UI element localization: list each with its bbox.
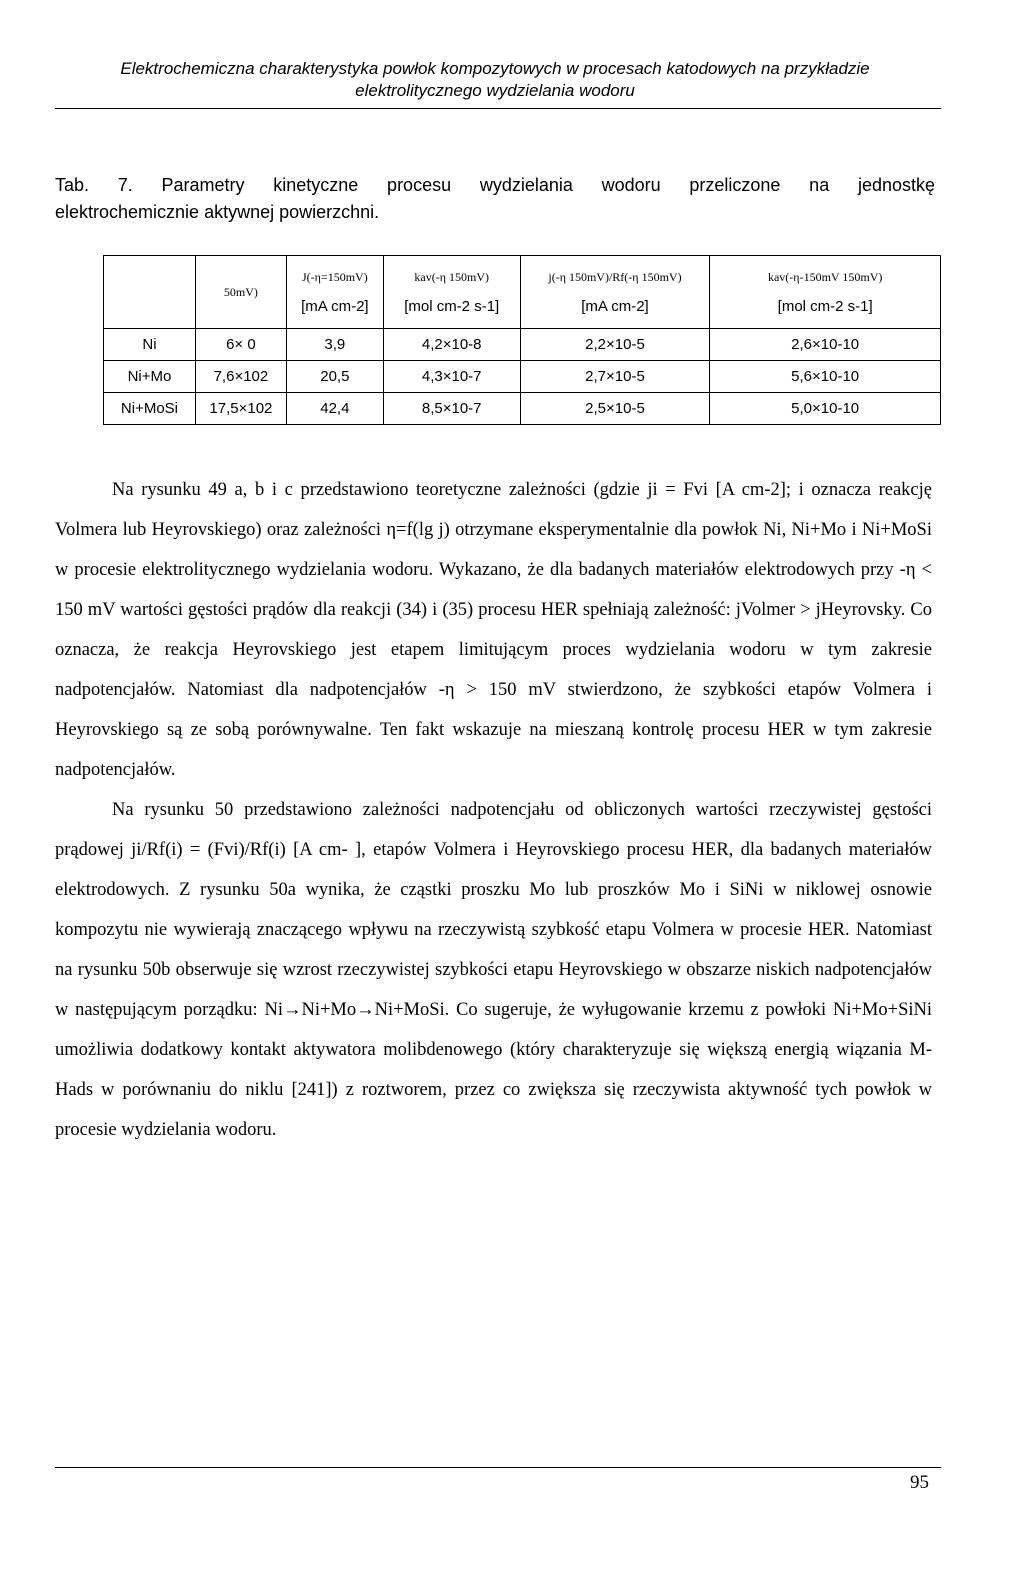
header-cell-material [104, 256, 196, 329]
table-cell: 17,5×102 [195, 393, 286, 425]
table-row [104, 361, 941, 393]
table-cell: 4,2×10-8 [383, 329, 520, 361]
table-caption [55, 172, 935, 226]
table-cell: 6× 0 [195, 329, 286, 361]
table-caption-line-1: Tab. 7. Parametry kinetyczne procesu wydzielania wodoru przeliczone na jednostkę [55, 175, 935, 195]
header-cell-rate-constant: kav(-η 150mV) [mol cm-2 s-1] [383, 256, 520, 329]
kinetic-parameters-table [103, 255, 941, 425]
header-cell-real-current-density: j(-η 150mV)/Rf(-η 150mV) [mA cm-2] [520, 256, 710, 329]
body-text [55, 470, 932, 1150]
table-cell: 42,4 [286, 393, 383, 425]
table-cell-material: Ni+Mo [104, 361, 196, 393]
table-cell: 2,5×10-5 [520, 393, 710, 425]
table-cell: 4,3×10-7 [383, 361, 520, 393]
table-cell: 20,5 [286, 361, 383, 393]
table-cell: 3,9 [286, 329, 383, 361]
table-cell-material: Ni+MoSi [104, 393, 196, 425]
table-header-row [104, 256, 941, 329]
header-rule [55, 108, 941, 109]
running-header-line-2: elektrolitycznego wydzielania wodoru [355, 81, 635, 100]
header-cell-real-rate-constant: kav(-η-150mV 150mV) [mol cm-2 s-1] [710, 256, 941, 329]
header-cell-col0: 50mV) [195, 256, 286, 329]
page-number: 95 [910, 1472, 929, 1493]
header-cell-current-density: J(-η=150mV) [mA cm-2] [286, 256, 383, 329]
table-cell: 2,7×10-5 [520, 361, 710, 393]
table-cell-material: Ni [104, 329, 196, 361]
table-cell: 5,0×10-10 [710, 393, 941, 425]
running-header [55, 58, 935, 102]
paragraph-1: Na rysunku 49 a, b i c przedstawiono teoretyczne zależności (gdzie ji = Fvi [A cm-2]; i oznacza reakcję Volmera lub Heyrovskiego) oraz zależności η=f(lg j) otrzymane eksperymentalnie dla powłok Ni, Ni+Mo i Ni+MoSi w procesie elektrolitycznego wydzielania wodoru. Wykazano, że dla badanych materiałów elektrodowych przy -η < 150 mV wartości gęstości prądów dla reakcji (34) i (35) procesu HER spełniają zależność: jVolmer > jHeyrovsky. Co oznacza, że reakcja Heyrovskiego jest etapem limitującym proces wydzielania wodoru w tym zakresie nadpotencjałów. Natomiast dla nadpotencjałów -η > 150 mV stwierdzono, że szybkości etapów Volmera i Heyrovskiego są ze sobą porównywalne. Ten fakt wskazuje na mieszaną kontrolę procesu HER w tym zakresie nadpotencjałów. [55, 480, 932, 780]
table-cell: 2,6×10-10 [710, 329, 941, 361]
footer-rule [55, 1467, 941, 1468]
table-row [104, 329, 941, 361]
running-header-line-1: Elektrochemiczna charakterystyka powłok kompozytowych w procesach katodowych na przykładzie [120, 59, 870, 78]
table-row [104, 393, 941, 425]
table-cell: 2,2×10-5 [520, 329, 710, 361]
paragraph-2: Na rysunku 50 przedstawiono zależności nadpotencjału od obliczonych wartości rzeczywistej gęstości prądowej ji/Rf(i) = (Fvi)/Rf(i) [A cm- ], etapów Volmera i Heyrovskiego procesu HER, dla badanych materiałów elektrodowych. Z rysunku 50a wynika, że cząstki proszku Mo lub proszków Mo i SiNi w niklowej osnowie kompozytu nie wywierają znaczącego wpływu na rzeczywistą szybkość etapu Volmera w procesie HER. Natomiast na rysunku 50b obserwuje się wzrost rzeczywistej szybkości etapu Heyrovskiego w obszarze niskich nadpotencjałów w następującym porządku: Ni→Ni+Mo→Ni+MoSi. Co sugeruje, że wyługowanie krzemu z powłoki Ni+Mo+SiNi umożliwia dodatkowy kontakt aktywatora molibdenowego (który charakteryzuje się większą energią wiązania M-Hads w porównaniu do niklu [241]) z roztworem, przez co zwiększa się rzeczywista aktywność tych powłok w procesie wydzielania wodoru. [55, 800, 932, 1140]
table-cell: 7,6×102 [195, 361, 286, 393]
table-cell: 5,6×10-10 [710, 361, 941, 393]
table-cell: 8,5×10-7 [383, 393, 520, 425]
table-caption-line-2: elektrochemicznie aktywnej powierzchni. [55, 202, 380, 222]
